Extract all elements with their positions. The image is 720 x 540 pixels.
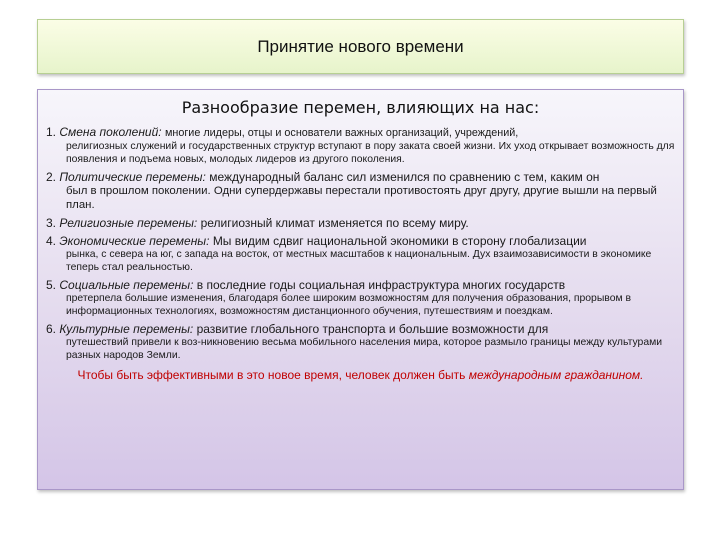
conclusion [46, 368, 675, 383]
item-number: 5. [46, 278, 57, 292]
item-text: международный баланс сил изменился по сравнению с тем, каким он [209, 170, 600, 184]
list-item [46, 322, 675, 362]
item-number: 2. [46, 170, 57, 184]
item-text: многие лидеры, отцы и основатели важных организаций, учреждений, [164, 127, 519, 139]
item-continuation: путешествий привели к воз-никновению весьма мобильного населения мира, которое размыло границы между культурами разных народов Земли. [66, 337, 663, 361]
item-heading: Экономические перемены: [59, 234, 210, 248]
list-item [46, 234, 675, 274]
list-item [46, 278, 675, 318]
slide-title: Принятие нового времени [257, 36, 464, 56]
conclusion-text: Чтобы быть эффективными в это новое время, человек должен быть [77, 368, 466, 382]
item-continuation: был в прошлом поколении. Одни супердержавы перестали противостоять друг другу, другие вышли на первый план. [66, 185, 657, 211]
item-number: 3. [46, 216, 57, 230]
item-heading: Политические перемены: [59, 170, 206, 184]
item-continuation: религиозных служений и государственных структур вступают в пору заката своей жизни. Их уход открывает возможность для появления и подъема новых, молодых лидеров из другого поколения. [66, 141, 675, 165]
item-number: 6. [46, 322, 57, 336]
content-box [37, 89, 684, 490]
item-number: 4. [46, 234, 57, 248]
item-text: в последние годы социальная инфраструктура многих государств [196, 278, 566, 292]
item-heading: Социальные перемены: [59, 278, 194, 292]
title-box [37, 19, 684, 74]
item-continuation: претерпела большие изменения, благодаря более широким возможностям для получения образования, прорывом в информационных технологиях, возможностям дистанционного обучения, путешествиям и поездкам. [66, 293, 632, 317]
list-item [46, 216, 675, 230]
item-number: 1. [46, 125, 57, 139]
item-continuation: рынка, с севера на юг, с запада на восток, от местных масштабов к национальным. Дух взаимозависимости в экономике теперь стал реальностью. [66, 249, 652, 273]
item-heading: Культурные перемены: [59, 322, 194, 336]
list-item [46, 170, 675, 212]
item-text: развитие глобального транспорта и большие возможности для [196, 322, 549, 336]
item-text: Мы видим сдвиг национальной экономики в сторону глобализации [212, 234, 587, 248]
list-item [46, 125, 675, 166]
item-text: религиозный климат изменяется по всему миру. [200, 216, 469, 230]
item-heading: Смена поколений: [59, 125, 162, 139]
item-heading: Религиозные перемены: [59, 216, 198, 230]
content-subtitle: Разнообразие перемен, влияющих на нас: [181, 98, 540, 117]
conclusion-emphasis: международным гражданином. [468, 368, 644, 382]
